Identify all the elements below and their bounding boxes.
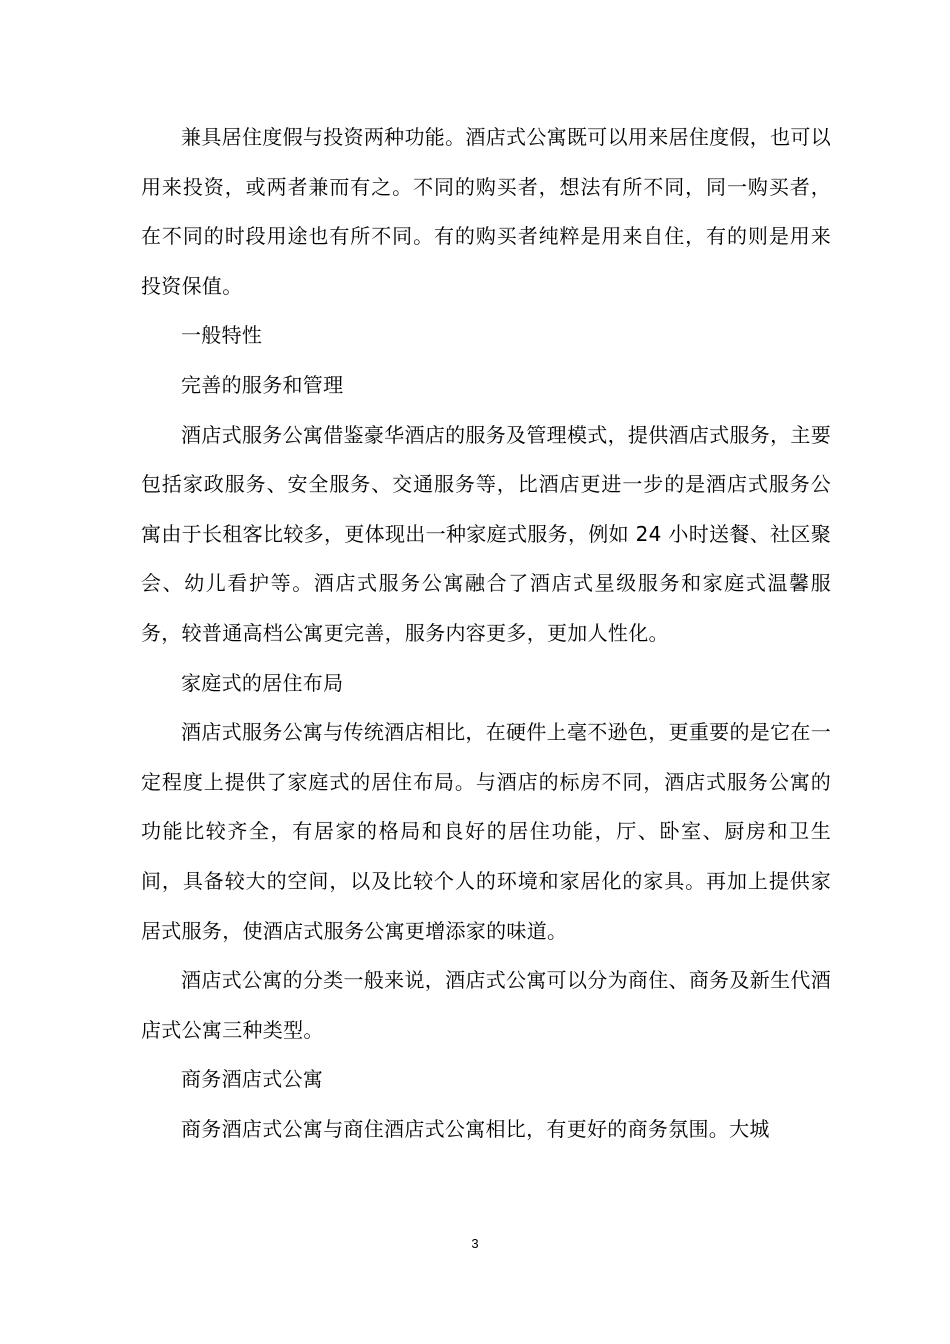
heading-business-apartment: 商务酒店式公寓: [181, 1067, 324, 1092]
paragraph-layout: 酒店式服务公寓与传统酒店相比，在硬件上毫不逊色，更重要的是它在一定程度上提供了家庭式的居住布局。与酒店的标房不同，酒店式服务公寓的功能比较齐全，有居家的格局和良好的居住功能，厅、卧室、厨房和卫生间，具备较大的空间，以及比较个人的环境和家居化的家具。再加上提供家居式服务，使酒店式服务公寓更增添家的味道。: [141, 720, 831, 943]
page-number: 3: [471, 1236, 479, 1251]
paragraph-classification: 酒店式公寓的分类一般来说，酒店式公寓可以分为商住、商务及新生代酒店式公寓三种类型。: [141, 968, 831, 1042]
heading-home-layout: 家庭式的居住布局: [181, 670, 344, 695]
document-body: [141, 113, 831, 1154]
paragraph-service: 酒店式服务公寓借鉴豪华酒店的服务及管理模式，提供酒店式服务，主要包括家政服务、安全服务、交通服务等，比酒店更进一步的是酒店式服务公寓由于长租客比较多，更体现出一种家庭式服务，例如 24 小时送餐、社区聚会、幼儿看护等。酒店式服务公寓融合了酒店式星级服务和家庭式温馨服务，较普通高档公寓更完善，服务内容更多，更加人性化。: [141, 422, 831, 645]
heading-service-management: 完善的服务和管理: [181, 372, 344, 397]
paragraph-intro: 兼具居住度假与投资两种功能。酒店式公寓既可以用来居住度假，也可以用来投资，或两者兼而有之。不同的购买者，想法有所不同，同一购买者，在不同的时段用途也有所不同。有的购买者纯粹是用来自住，有的则是用来投资保值。: [141, 125, 831, 298]
paragraph-business: 商务酒店式公寓与商住酒店式公寓相比，有更好的商务氛围。大城: [181, 1116, 770, 1141]
heading-general-features: 一般特性: [181, 323, 263, 348]
